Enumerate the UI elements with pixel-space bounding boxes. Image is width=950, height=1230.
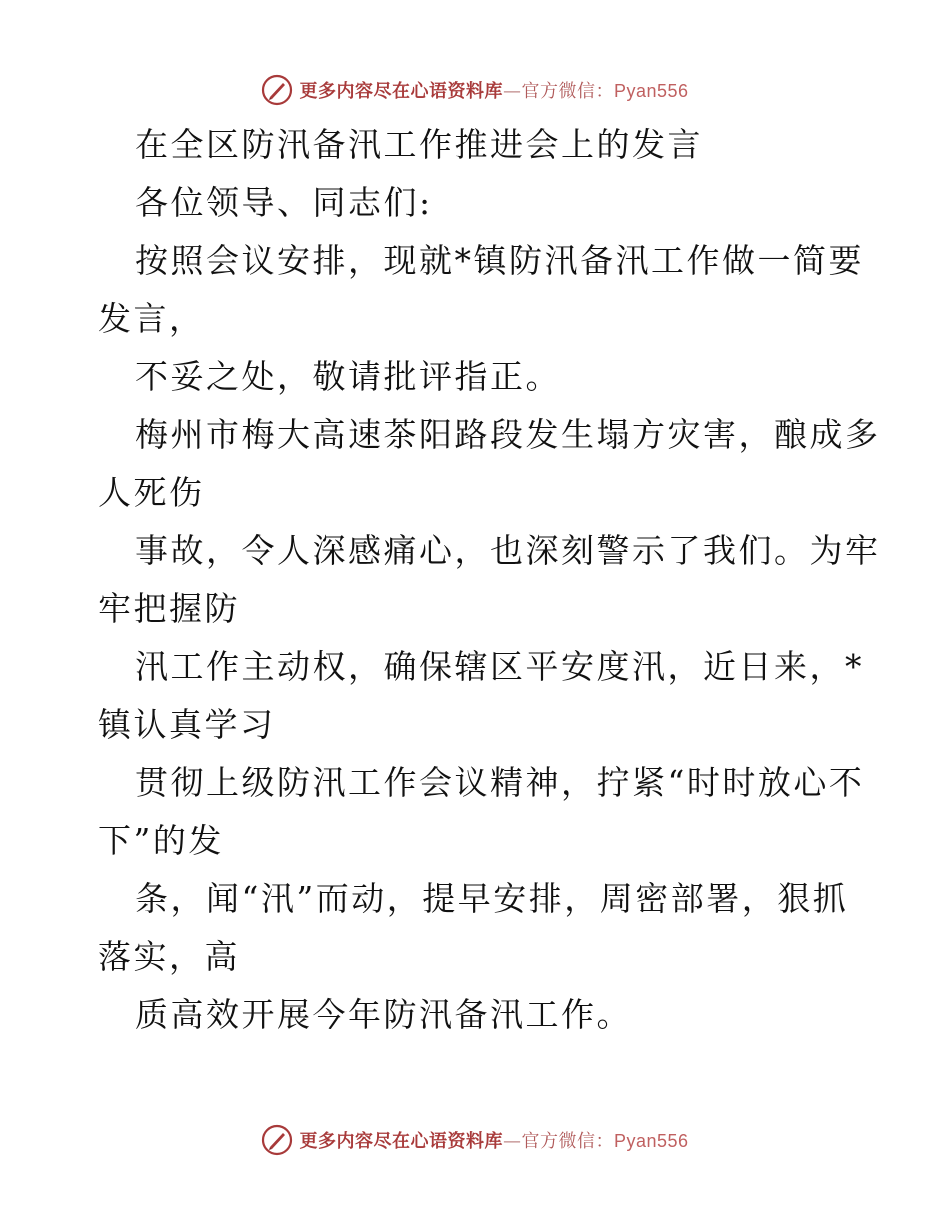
watermark-brand: 更多内容尽在心语资料库 <box>299 81 503 102</box>
header-watermark <box>0 70 950 110</box>
document-line: 梅州市梅大高速茶阳路段发生塌方灾害，酿成多 <box>135 415 881 454</box>
document-line: 牢把握防 <box>98 589 240 628</box>
document-line: 落实，高 <box>98 937 240 976</box>
watermark-label: 官方微信： <box>521 1131 614 1152</box>
document-line: 下”的发 <box>98 821 224 860</box>
watermark-text <box>299 77 688 103</box>
watermark-separator: — <box>502 81 522 102</box>
document-line: 人死伤 <box>98 473 205 512</box>
document-body <box>98 116 881 1044</box>
watermark-separator: — <box>502 1131 522 1152</box>
document-line: 贯彻上级防汛工作会议精神，拧紧“时时放心不 <box>135 763 865 802</box>
document-line: 各位领导、同志们: <box>135 183 433 222</box>
document-line: 不妥之处，敬请批评指正。 <box>135 357 561 396</box>
quill-logo-icon <box>261 1124 293 1156</box>
watermark-text <box>299 1127 688 1153</box>
footer-watermark <box>0 1120 950 1160</box>
quill-logo-icon <box>261 74 293 106</box>
watermark-handle: Pyan556 <box>613 81 689 101</box>
document-line: 汛工作主动权，确保辖区平安度汛，近日来，* <box>135 647 864 686</box>
document-line: 镇认真学习 <box>98 705 276 744</box>
watermark-label: 官方微信： <box>521 81 614 102</box>
watermark-handle: Pyan556 <box>613 1131 689 1151</box>
document-line: 发言， <box>98 299 205 338</box>
document-title: 在全区防汛备汛工作推进会上的发言 <box>135 125 703 164</box>
document-line: 条，闻“汛”而动，提早安排，周密部署，狠抓 <box>135 879 849 918</box>
document-line: 按照会议安排，现就*镇防汛备汛工作做一简要 <box>135 241 864 280</box>
document-line: 质高效开展今年防汛备汛工作。 <box>135 995 632 1034</box>
document-line: 事故，令人深感痛心，也深刻警示了我们。为牢 <box>135 531 881 570</box>
watermark-brand: 更多内容尽在心语资料库 <box>299 1131 503 1152</box>
